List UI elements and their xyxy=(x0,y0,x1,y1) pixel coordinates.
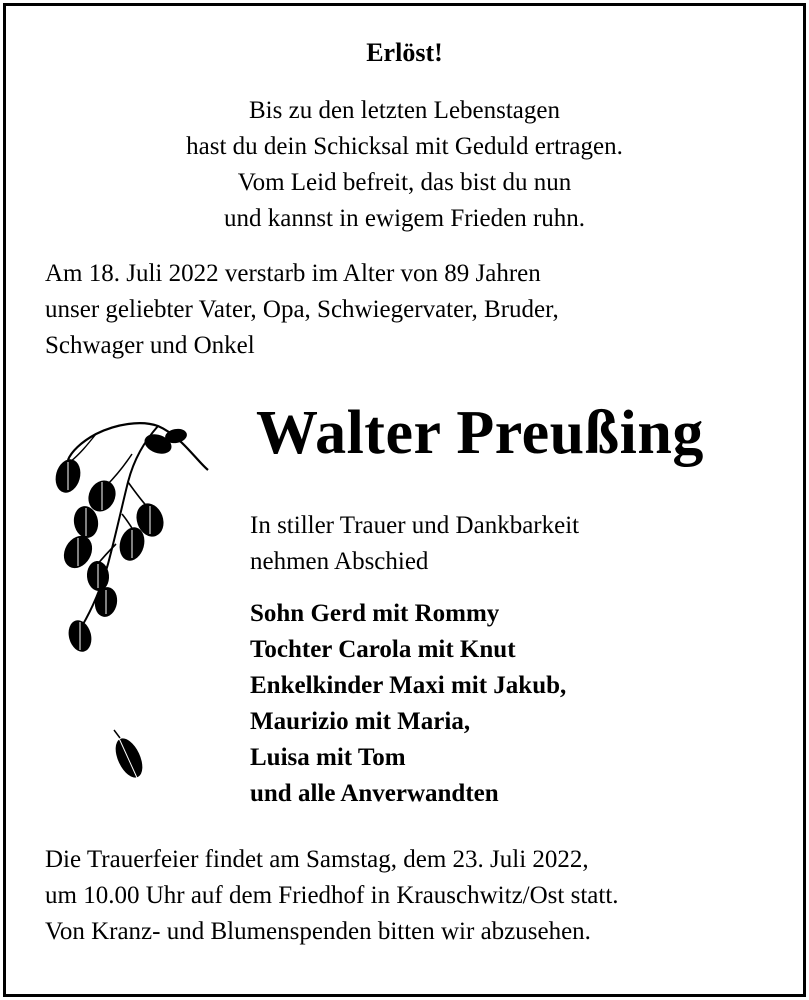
family-member: Maurizio mit Maria, xyxy=(250,708,471,735)
poem-line: Vom Leid befreit, das bist du nun xyxy=(237,169,572,196)
mourning-text xyxy=(250,508,579,580)
mourning-line: nehmen Abschied xyxy=(250,548,429,575)
birch-branch-icon xyxy=(46,414,211,669)
family-member: Sohn Gerd mit Rommy xyxy=(250,600,500,627)
funeral-info-line: um 10.00 Uhr auf dem Friedhof in Krauschwitz/Ost statt. xyxy=(45,882,619,909)
funeral-info-line: Die Trauerfeier findet am Samstag, dem 23. Juli 2022, xyxy=(45,846,589,873)
poem xyxy=(0,93,809,237)
announcement-line: Am 18. Juli 2022 verstarb im Alter von 89 Jahren xyxy=(45,260,541,287)
announcement-line: Schwager und Onkel xyxy=(45,332,255,359)
poem-line: hast du dein Schicksal mit Geduld ertragen. xyxy=(186,133,623,160)
family-member: Tochter Carola mit Knut xyxy=(250,636,516,663)
announcement-line: unser geliebter Vater, Opa, Schwiegervater, Bruder, xyxy=(45,296,559,323)
family-member: Enkelkinder Maxi mit Jakub, xyxy=(250,672,567,699)
poem-line: und kannst in ewigem Frieden ruhn. xyxy=(223,205,586,232)
death-announcement xyxy=(45,256,559,364)
deceased-name: Walter Preußing xyxy=(256,399,704,467)
family-list xyxy=(250,596,566,812)
mourning-line: In stiller Trauer und Dankbarkeit xyxy=(250,512,580,539)
family-member: Luisa mit Tom xyxy=(250,744,406,771)
poem-line: Bis zu den letzten Lebenstagen xyxy=(249,97,560,124)
family-member: und alle Anverwandten xyxy=(250,780,499,807)
heading: Erlöst! xyxy=(366,38,443,67)
funeral-info xyxy=(45,842,619,950)
funeral-info-line: Von Kranz- und Blumenspenden bitten wir abzusehen. xyxy=(45,918,591,945)
falling-leaf-icon xyxy=(108,726,148,788)
